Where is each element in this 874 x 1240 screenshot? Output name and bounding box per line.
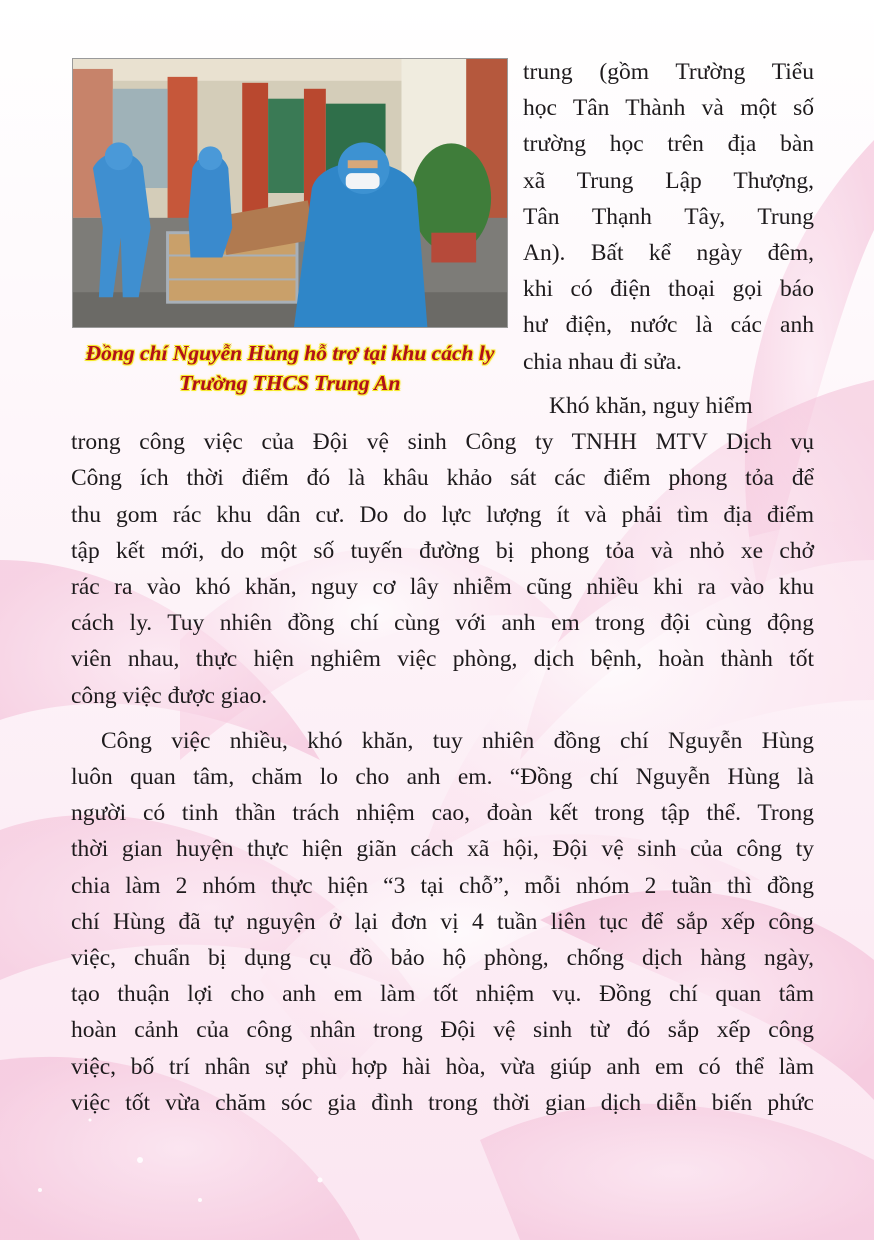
side-column-text [523, 54, 814, 380]
text-line: hoàn cảnh của công nhân trong Đội vệ sinh từ đó sắp xếp công [71, 1017, 814, 1044]
text-line: rác ra vào khó khăn, nguy cơ lây nhiễm cũng nhiều khi ra vào khu [71, 574, 814, 601]
paragraph-1 [71, 388, 814, 714]
text-line: trong công việc của Đội vệ sinh Công ty TNHH MTV Dịch vụ [71, 429, 814, 456]
text-line: Công việc nhiều, khó khăn, tuy nhiên đồng chí Nguyễn Hùng [101, 727, 814, 754]
text-line: xã Trung Lập Thượng, [523, 167, 814, 194]
text-line: cách ly. Tuy nhiên đồng chí cùng với anh em trong đội cùng động [71, 610, 814, 637]
text-line: tập kết mới, do một số tuyến đường bị phong tỏa và nhỏ xe chở [71, 537, 814, 564]
text-line: thời gian huyện thực hiện giãn cách xã hội, Đội vệ sinh của công ty [71, 836, 814, 863]
text-line: việc, bố trí nhân sự phù hợp hài hòa, vừa giúp anh em có thể làm [71, 1053, 814, 1080]
text-line: chia làm 2 nhóm thực hiện “3 tại chỗ”, mỗi nhóm 2 tuần thì đồng [71, 872, 814, 899]
text-line: học Tân Thành và một số [523, 95, 814, 122]
text-line: người có tinh thần trách nhiệm cao, đoàn kết trong tập thể. Trong [71, 800, 814, 827]
caption-line-2: Trường THCS Trung An [179, 371, 401, 395]
text-line: thu gom rác khu dân cư. Do do lực lượng ít và phải tìm địa điểm [71, 501, 814, 528]
text-line: việc tốt vừa chăm sóc gia đình trong thời gian dịch diễn biến phức [71, 1089, 814, 1116]
text-line: công việc được giao. [71, 682, 268, 709]
text-line: hư điện, nước là các anh [523, 312, 814, 339]
text-line: luôn quan tâm, chăm lo cho anh em. “Đồng chí Nguyễn Hùng là [71, 764, 814, 791]
text-line: Tân Thạnh Tây, Trung [523, 203, 814, 230]
text-line: chí Hùng đã tự nguyện ở lại đơn vị 4 tuần liên tục để sắp xếp công [71, 908, 814, 935]
text-line: chia nhau đi sửa. [523, 348, 682, 375]
text-line: việc, chuẩn bị dụng cụ đồ bảo hộ phòng, chống dịch hàng ngày, [71, 945, 814, 972]
text-line: khi có điện thoại gọi báo [523, 276, 814, 303]
text-line: tạo thuận lợi cho anh em làm tốt nhiệm vụ. Đồng chí quan tâm [71, 981, 814, 1008]
article-body [71, 388, 814, 1121]
caption-line-1: Đồng chí Nguyễn Hùng hỗ trợ tại khu cách ly [85, 341, 495, 365]
text-line: Công ích thời điểm đó là khâu khảo sát các điểm phong tỏa để [71, 465, 814, 492]
text-line: Khó khăn, nguy hiểm [549, 393, 753, 419]
text-line: trung (gồm Trường Tiểu [523, 59, 814, 85]
text-line: viên nhau, thực hiện nghiêm việc phòng, dịch bệnh, hoàn thành tốt [71, 646, 814, 673]
paragraph-2 [71, 723, 814, 1121]
text-line: An). Bất kể ngày đêm, [523, 240, 814, 267]
text-line: trường học trên địa bàn [523, 131, 814, 158]
photo-isolation-area [72, 58, 508, 328]
